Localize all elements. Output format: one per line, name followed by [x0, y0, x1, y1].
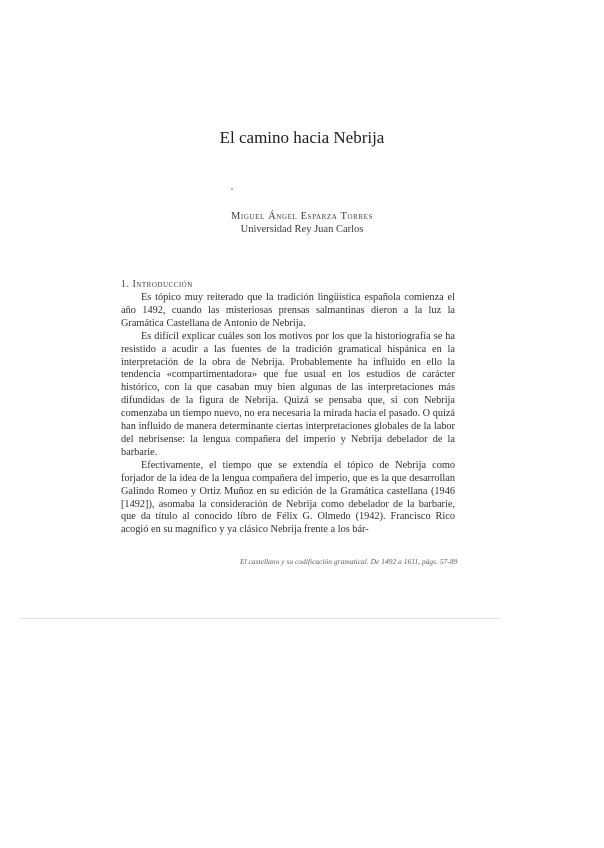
page-edge-line	[20, 618, 500, 619]
body-text	[121, 292, 455, 537]
paragraph: Es difícil explicar cuáles son los motivos por los que la historiografía se ha resistido a acudir a las fuentes de la tradición gramatical hispánica en la interpretación de la obra de Nebrija. Probablemente ha influido en ello la tendencia «compartimentadora» que fue usual en los estudios de carácter histórico, con la que casaban muy bien algunas de las interpretaciones más difundidas de la figura de Nebrija. Quizá se pensaba que, si con Nebrija comenzaba un tiempo nuevo, no era necesaria la mirada hacia el pasado. O quizá han influido de manera determinante ciertas interpretaciones globales de la labor del nebrisense: la lengua compañera del imperio y Nebrija debelador de la barbarie.	[121, 330, 455, 458]
page-footer: El castellano y su codificación gramatical. De 1492 a 1611, págs. 57-89	[240, 557, 458, 566]
section-heading: 1. Introducción	[121, 279, 193, 290]
scan-speck	[231, 188, 233, 190]
paragraph: Efectivamente, el tiempo que se extendía el tópico de Nebrija como forjador de la idea de la lengua compañera del imperio, que es la que desarrollan Galindo Romeo y Ortiz Muñoz en su edición de la Gramática castellana (1946 [1492]), asomaba la consideración de Nebrija como debelador de la barbarie, que da título al conocido libro de Félix G. Olmedo (1942). Francisco Rico acogió en su magnífico y ya clásico Nebrija frente a los bár-	[121, 459, 455, 536]
article-title: El camino hacia Nebrija	[219, 128, 385, 147]
author-name: Miguel Ángel Esparza Torres	[230, 211, 374, 222]
paragraph: Es tópico muy reiterado que la tradición lingüística española comienza el año 1492, cuando las misteriosas prensas salmantinas dieron a la luz la Gramática Castellana de Antonio de Nebrija.	[121, 292, 455, 329]
author-affiliation: Universidad Rey Juan Carlos	[240, 224, 364, 235]
